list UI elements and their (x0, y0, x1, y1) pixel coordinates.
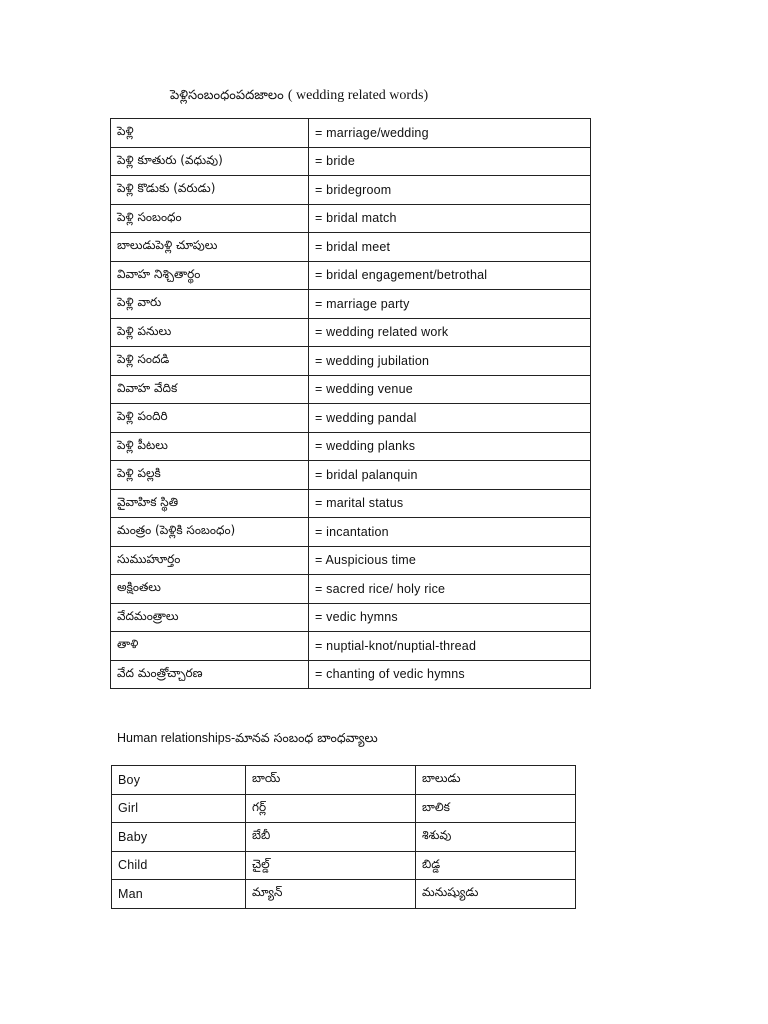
telugu-term-cell: మంత్రం (పెళ్లికి సంబంధం) (111, 518, 309, 547)
telugu-term-cell: పెళ్లి పనులు (111, 318, 309, 347)
english-meaning-cell: = vedic hymns (309, 603, 591, 632)
table-row (111, 461, 591, 490)
table-row (112, 766, 576, 795)
telugu-word-cell: మనుష్యుడు (416, 880, 576, 909)
telugu-term-cell: వివాహ నిశ్చితార్థం (111, 261, 309, 290)
english-meaning-cell: = chanting of vedic hymns (309, 660, 591, 689)
table-row (111, 290, 591, 319)
english-meaning-cell: = bridal match (309, 204, 591, 233)
table-row (111, 147, 591, 176)
english-meaning-cell: = marital status (309, 489, 591, 518)
table-row (111, 432, 591, 461)
table-row (112, 794, 576, 823)
table-row (111, 261, 591, 290)
telugu-term-cell: బాలుడుపెళ్లి చూపులు (111, 233, 309, 262)
english-word-cell: Girl (112, 794, 246, 823)
english-meaning-cell: = incantation (309, 518, 591, 547)
english-meaning-cell: = wedding jubilation (309, 347, 591, 376)
telugu-word-cell: బాలిక (416, 794, 576, 823)
table-row (111, 318, 591, 347)
telugu-term-cell: సుముహూర్తం (111, 546, 309, 575)
table-row (112, 823, 576, 852)
telugu-term-cell: పెళ్లి వారు (111, 290, 309, 319)
telugu-term-cell: పెళ్లి పీటలు (111, 432, 309, 461)
telugu-term-cell: పెళ్లి పందిరి (111, 404, 309, 433)
telugu-term-cell: వేద మంత్రోచ్చారణ (111, 660, 309, 689)
page-title-telugu: పెళ్లిసంబంధంపదజాలం (170, 88, 284, 103)
telugu-term-cell: వేదమంత్రాలు (111, 603, 309, 632)
table-row (111, 518, 591, 547)
transliteration-cell: చైల్డ్ (246, 851, 416, 880)
english-word-cell: Child (112, 851, 246, 880)
telugu-term-cell: పెళ్లి (111, 119, 309, 148)
english-meaning-cell: = wedding related work (309, 318, 591, 347)
table-row (111, 375, 591, 404)
telugu-term-cell: పెళ్లి సందడి (111, 347, 309, 376)
telugu-term-cell: అక్షింతలు (111, 575, 309, 604)
english-meaning-cell: = marriage/wedding (309, 119, 591, 148)
table-row (111, 404, 591, 433)
english-meaning-cell: = bridal engagement/betrothal (309, 261, 591, 290)
transliteration-cell: మ్యాన్ (246, 880, 416, 909)
table-row (111, 347, 591, 376)
english-meaning-cell: = marriage party (309, 290, 591, 319)
table-row (111, 546, 591, 575)
telugu-word-cell: బిడ్డ (416, 851, 576, 880)
english-word-cell: Man (112, 880, 246, 909)
table-row (111, 632, 591, 661)
english-meaning-cell: = bridal meet (309, 233, 591, 262)
telugu-term-cell: వివాహ వేదిక (111, 375, 309, 404)
relationships-heading (117, 730, 378, 749)
table-row (111, 119, 591, 148)
table-row (111, 176, 591, 205)
transliteration-cell: బేబీ (246, 823, 416, 852)
telugu-term-cell: పెళ్లి సంబంధం (111, 204, 309, 233)
english-word-cell: Boy (112, 766, 246, 795)
transliteration-cell: బాయ్ (246, 766, 416, 795)
table-row (112, 880, 576, 909)
relationships-table (111, 765, 576, 909)
table-row (111, 603, 591, 632)
english-meaning-cell: = bride (309, 147, 591, 176)
telugu-term-cell: పెళ్లి పల్లకి (111, 461, 309, 490)
telugu-word-cell: బాలుడు (416, 766, 576, 795)
english-meaning-cell: = bridegroom (309, 176, 591, 205)
telugu-word-cell: శిశువు (416, 823, 576, 852)
relationships-heading-telugu: మానవ సంబంధ బాంధవ్యాలు (235, 730, 378, 745)
english-meaning-cell: = wedding planks (309, 432, 591, 461)
relationships-heading-english: Human relationships- (117, 731, 236, 745)
telugu-term-cell: పెళ్లి కూతురు (వధువు) (111, 147, 309, 176)
english-meaning-cell: = nuptial-knot/nuptial-thread (309, 632, 591, 661)
table-row (111, 660, 591, 689)
english-meaning-cell: = sacred rice/ holy rice (309, 575, 591, 604)
english-meaning-cell: = bridal palanquin (309, 461, 591, 490)
english-meaning-cell: = Auspicious time (309, 546, 591, 575)
telugu-term-cell: పెళ్లి కొడుకు (వరుడు) (111, 176, 309, 205)
page-title-english: ( wedding related words) (287, 88, 429, 103)
english-meaning-cell: = wedding venue (309, 375, 591, 404)
telugu-term-cell: తాళి (111, 632, 309, 661)
transliteration-cell: గర్ల్ (246, 794, 416, 823)
telugu-term-cell: వైవాహిక స్థితి (111, 489, 309, 518)
wedding-words-table (110, 118, 591, 689)
table-row (111, 233, 591, 262)
page-title (170, 88, 428, 106)
table-row (112, 851, 576, 880)
english-meaning-cell: = wedding pandal (309, 404, 591, 433)
table-row (111, 489, 591, 518)
english-word-cell: Baby (112, 823, 246, 852)
table-row (111, 575, 591, 604)
table-row (111, 204, 591, 233)
